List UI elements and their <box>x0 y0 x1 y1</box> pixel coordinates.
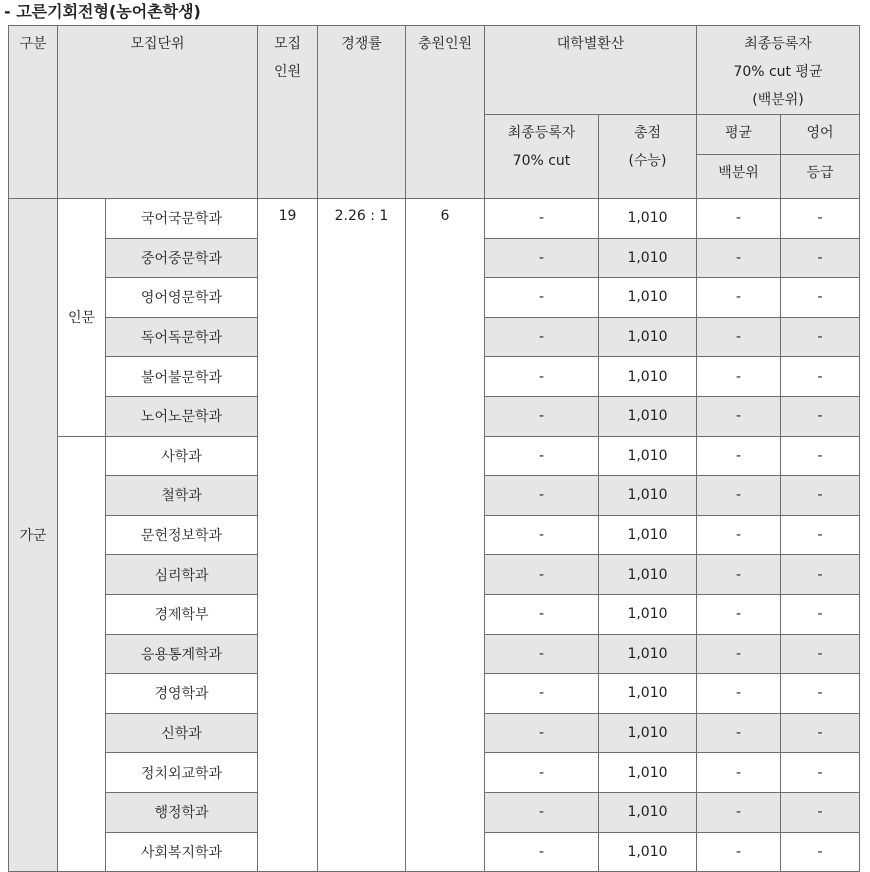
total-value: 1,010 <box>599 278 697 318</box>
conv-cut-value: - <box>485 555 599 595</box>
total-value: 1,010 <box>599 634 697 674</box>
header-pct: 백분위 <box>697 155 781 199</box>
eng-value: - <box>781 634 860 674</box>
unit-name: 불어불문학과 <box>106 357 258 397</box>
pct-value: - <box>697 594 781 634</box>
pct-value: - <box>697 396 781 436</box>
pct-value: - <box>697 713 781 753</box>
eng-value: - <box>781 199 860 239</box>
conv-cut-value: - <box>485 753 599 793</box>
total-value: 1,010 <box>599 594 697 634</box>
group-gun: 가군 <box>9 199 58 872</box>
eng-value: - <box>781 357 860 397</box>
pct-value: - <box>697 634 781 674</box>
conv-cut-value: - <box>485 238 599 278</box>
eng-value: - <box>781 555 860 595</box>
group-field-blank <box>58 436 106 872</box>
conv-cut-value: - <box>485 357 599 397</box>
header-competition: 경쟁률 <box>318 26 406 199</box>
pct-value: - <box>697 357 781 397</box>
table-row <box>9 199 860 239</box>
eng-value: - <box>781 713 860 753</box>
conv-cut-value: - <box>485 278 599 318</box>
total-value: 1,010 <box>599 555 697 595</box>
unit-name: 사회복지학과 <box>106 832 258 872</box>
total-value: 1,010 <box>599 674 697 714</box>
pct-value: - <box>697 792 781 832</box>
eng-value: - <box>781 238 860 278</box>
pct-value: - <box>697 436 781 476</box>
conv-cut-value: - <box>485 713 599 753</box>
eng-value: - <box>781 317 860 357</box>
unit-name: 국어국문학과 <box>106 199 258 239</box>
pct-value: - <box>697 476 781 516</box>
conv-cut-value: - <box>485 396 599 436</box>
pct-value: - <box>697 238 781 278</box>
quota-value: 19 <box>258 199 318 872</box>
eng-value: - <box>781 594 860 634</box>
header-avg: 평균 <box>697 115 781 155</box>
unit-name: 영어영문학과 <box>106 278 258 318</box>
eng-value: - <box>781 396 860 436</box>
total-value: 1,010 <box>599 396 697 436</box>
header-final-registrant: 최종등록자 70% cut 평균 (백분위) <box>697 26 860 115</box>
competition-value: 2.26 : 1 <box>318 199 406 872</box>
total-value: 1,010 <box>599 792 697 832</box>
pct-value: - <box>697 674 781 714</box>
total-value: 1,010 <box>599 753 697 793</box>
header-conversion: 대학별환산 <box>485 26 697 115</box>
unit-name: 철학과 <box>106 476 258 516</box>
conv-cut-value: - <box>485 594 599 634</box>
eng-value: - <box>781 476 860 516</box>
unit-name: 사학과 <box>106 436 258 476</box>
conv-cut-value: - <box>485 199 599 239</box>
total-value: 1,010 <box>599 357 697 397</box>
conv-cut-value: - <box>485 674 599 714</box>
header-grade: 등급 <box>781 155 860 199</box>
header-eng: 영어 <box>781 115 860 155</box>
page-title: - 고른기회전형(농어촌학생) <box>4 2 201 21</box>
header-total: 총점 (수능) <box>599 115 697 199</box>
unit-name: 경제학부 <box>106 594 258 634</box>
header-quota: 모집 인원 <box>258 26 318 199</box>
unit-name: 정치외교학과 <box>106 753 258 793</box>
pct-value: - <box>697 555 781 595</box>
total-value: 1,010 <box>599 199 697 239</box>
header-unit: 모집단위 <box>58 26 258 199</box>
eng-value: - <box>781 792 860 832</box>
conv-cut-value: - <box>485 317 599 357</box>
pct-value: - <box>697 317 781 357</box>
total-value: 1,010 <box>599 476 697 516</box>
conv-cut-value: - <box>485 476 599 516</box>
unit-name: 문헌정보학과 <box>106 515 258 555</box>
total-value: 1,010 <box>599 238 697 278</box>
unit-name: 노어노문학과 <box>106 396 258 436</box>
conv-cut-value: - <box>485 634 599 674</box>
unit-name: 중어중문학과 <box>106 238 258 278</box>
pct-value: - <box>697 278 781 318</box>
total-value: 1,010 <box>599 515 697 555</box>
total-value: 1,010 <box>599 436 697 476</box>
conv-cut-value: - <box>485 515 599 555</box>
eng-value: - <box>781 674 860 714</box>
unit-name: 행정학과 <box>106 792 258 832</box>
unit-name: 독어독문학과 <box>106 317 258 357</box>
pct-value: - <box>697 199 781 239</box>
eng-value: - <box>781 515 860 555</box>
total-value: 1,010 <box>599 713 697 753</box>
table-body <box>9 199 860 872</box>
unit-name: 경영학과 <box>106 674 258 714</box>
total-value: 1,010 <box>599 832 697 872</box>
unit-name: 신학과 <box>106 713 258 753</box>
eng-value: - <box>781 753 860 793</box>
conv-cut-value: - <box>485 792 599 832</box>
admission-results-table <box>8 25 860 872</box>
unit-name: 응용통계학과 <box>106 634 258 674</box>
total-value: 1,010 <box>599 317 697 357</box>
pct-value: - <box>697 832 781 872</box>
unit-name: 심리학과 <box>106 555 258 595</box>
eng-value: - <box>781 436 860 476</box>
pct-value: - <box>697 515 781 555</box>
eng-value: - <box>781 278 860 318</box>
table-header <box>9 26 860 199</box>
conv-cut-value: - <box>485 436 599 476</box>
pct-value: - <box>697 753 781 793</box>
header-conv-cut: 최종등록자 70% cut <box>485 115 599 199</box>
header-extra: 충원인원 <box>406 26 485 199</box>
conv-cut-value: - <box>485 832 599 872</box>
eng-value: - <box>781 832 860 872</box>
group-field: 인문 <box>58 199 106 437</box>
extra-value: 6 <box>406 199 485 872</box>
header-gubun: 구분 <box>9 26 58 199</box>
